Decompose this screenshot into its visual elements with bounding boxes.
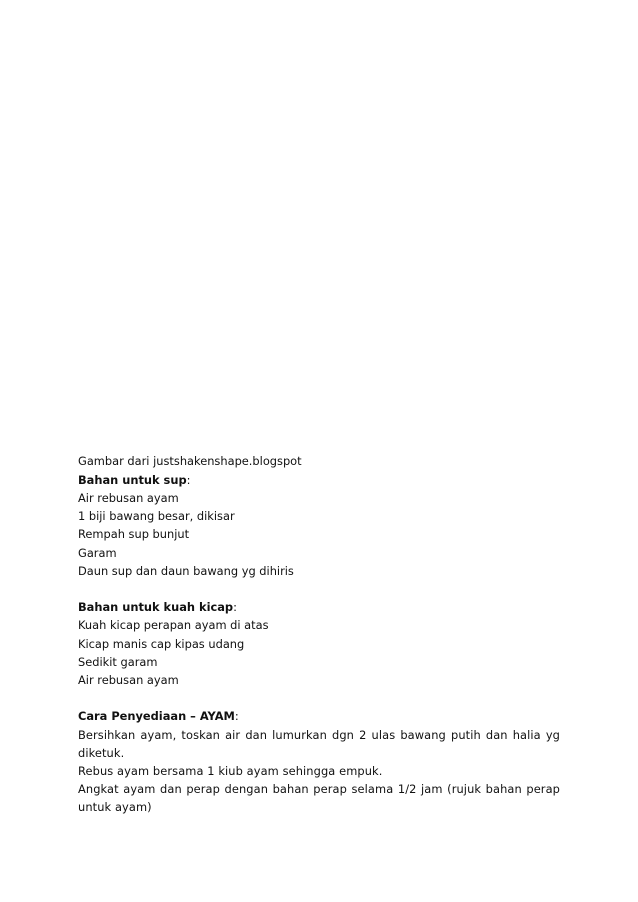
list-item: Garam (78, 545, 117, 560)
heading-colon: : (186, 472, 191, 487)
list-item: Air rebusan ayam (78, 672, 179, 687)
section-heading-soup-ingredients (78, 471, 560, 489)
heading-colon: : (234, 709, 239, 724)
section-heading-soy-sauce-ingredients (78, 598, 560, 616)
list-item: 1 biji bawang besar, dikisar (78, 509, 235, 524)
recipe-content (78, 452, 560, 817)
preparation-step: Rebus ayam bersama 1 kiub ayam sehingga empuk. (78, 763, 383, 778)
heading-text: Cara Penyediaan – AYAM (78, 709, 235, 724)
list-item: Kicap manis cap kipas udang (78, 636, 245, 651)
list-item: Kuah kicap perapan ayam di atas (78, 618, 269, 633)
list-item: Rempah sup bunjut (78, 527, 190, 542)
heading-text: Bahan untuk kuah kicap (78, 600, 234, 615)
section-spacer (78, 580, 560, 598)
heading-colon: : (233, 600, 237, 615)
section-spacer (78, 689, 560, 707)
preparation-step: Angkat ayam dan perap dengan bahan perap selama 1/2 jam (rujuk bahan perap untuk ayam) (78, 782, 560, 815)
list-item: Sedikit garam (78, 654, 158, 669)
list-item: Daun sup dan daun bawang yg dihiris (78, 563, 294, 578)
image-caption: Gambar dari justshakenshape.blogspot (78, 454, 302, 468)
list-item: Air rebusan ayam (78, 490, 179, 505)
section-heading-preparation-chicken (78, 707, 560, 725)
preparation-step: Bersihkan ayam, toskan air dan lumurkan dgn 2 ulas bawang putih dan halia yg diketuk. (78, 727, 560, 760)
recipe-image-area (78, 40, 558, 440)
heading-text: Bahan untuk sup (78, 472, 187, 487)
